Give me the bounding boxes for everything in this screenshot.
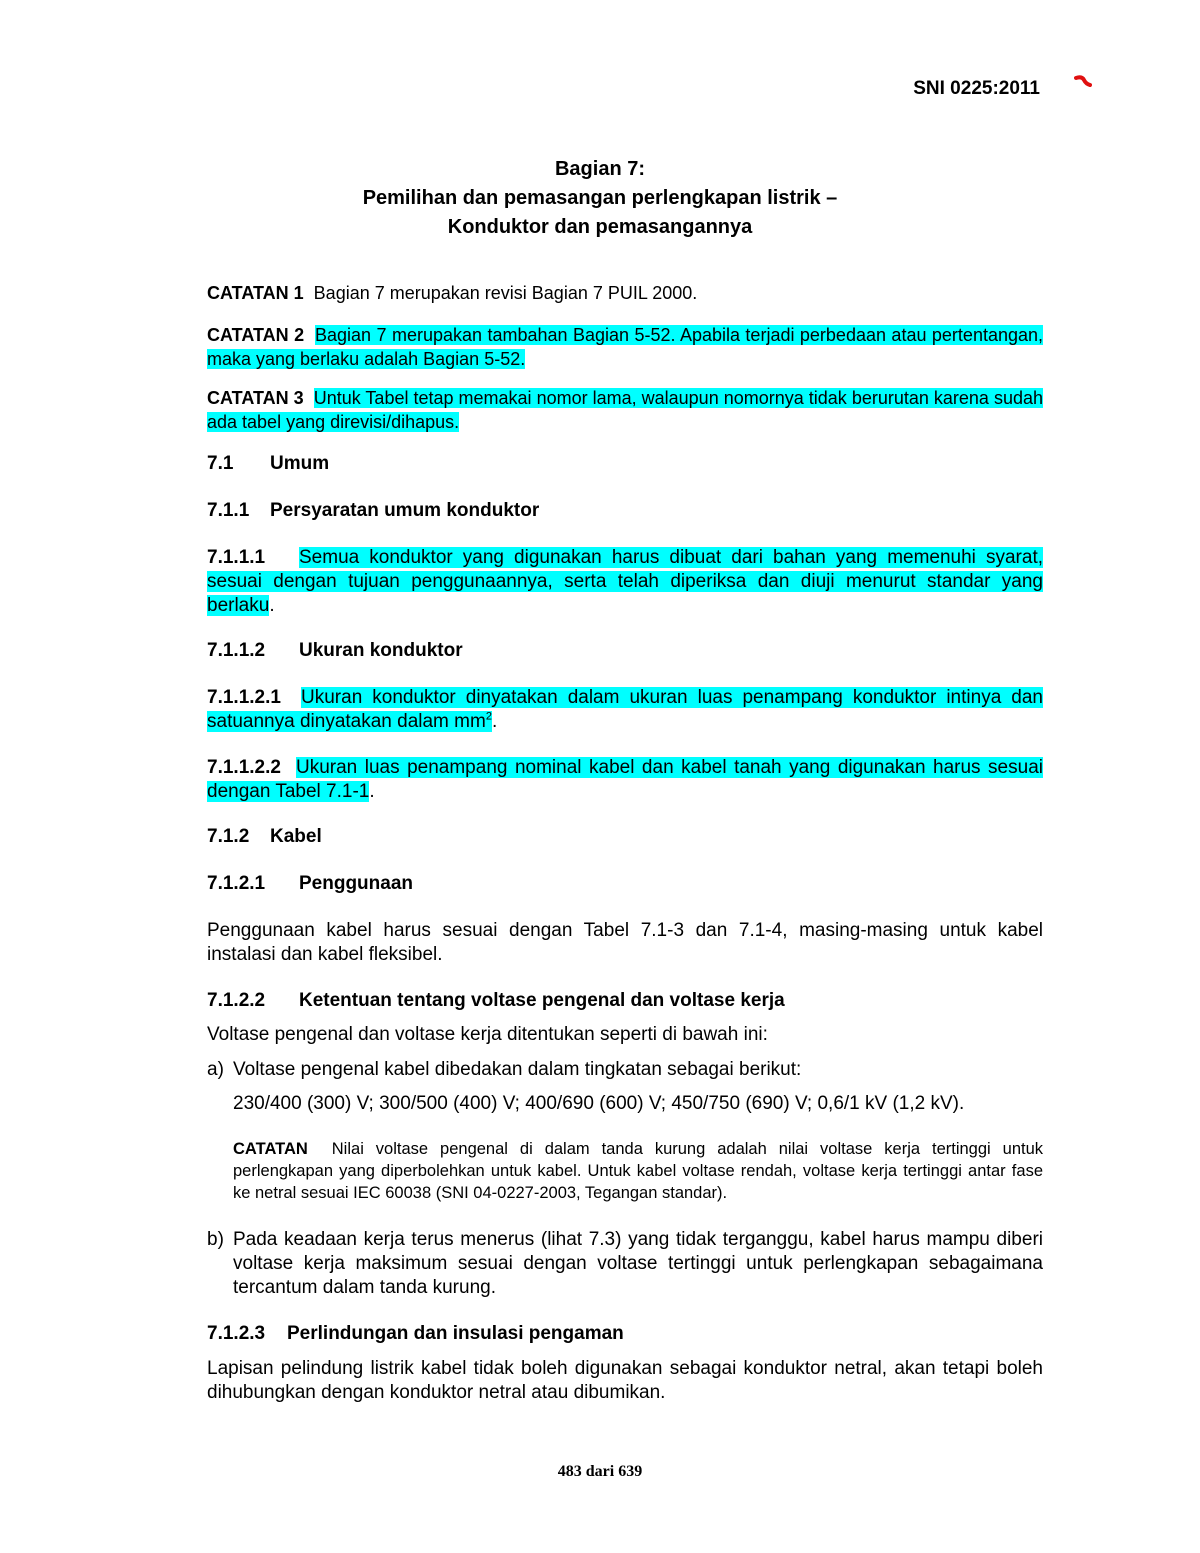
section-7-1-2-3-heading [207,1322,1043,1346]
list-item-a [207,1058,1043,1116]
section-title: Ukuran konduktor [299,640,463,661]
section-number: 7.1.2 [207,826,250,847]
section-7-1-heading [207,452,1043,476]
section-7-1-2-1-heading [207,872,1043,896]
section-number: 7.1.2.2 [207,990,266,1011]
section-7-1-2-2-heading [207,989,1043,1013]
section-title: Kabel [270,826,322,847]
section-number: 7.1.1 [207,500,250,521]
section-7-1-2-2-intro: Voltase pengenal dan voltase kerja ditentukan seperti di bawah ini: [207,1024,768,1045]
red-mark-icon [1074,74,1092,88]
list-item-b [207,1228,1043,1300]
section-number: 7.1.1.2.2 [207,757,281,778]
section-number: 7.1.2.3 [207,1323,266,1344]
section-number: 7.1.2.1 [207,873,266,894]
voltage-values: 230/400 (300) V; 300/500 (400) V; 400/690 (600) V; 450/750 (690) V; 0,6/1 kV (1,2 kV). [233,1093,965,1114]
section-text-body: Ukuran konduktor dinyatakan dalam ukuran luas penampang konduktor intinya dan satuannya dinyatakan dalam mm [207,687,1043,732]
catatan-text: Nilai voltase pengenal di dalam tanda kurung adalah nilai voltase kerja tertinggi untuk perlengkapan yang diperbolehkan untuk kabel. Untuk kabel voltase rendah, voltase kerja tertinggi antar fase ke netral sesuai IEC 60038 (SNI 04-0227-2003, Tegangan standar). [233,1140,1044,1202]
catatan-note [233,1138,1043,1204]
note-3 [207,386,1043,434]
title-line-1: Bagian 7: [554,158,646,180]
section-7-1-1-2-heading [207,639,1043,663]
section-text [207,687,1043,732]
note-2-text: Bagian 7 merupakan tambahan Bagian 5-52. Apabila terjadi perbedaan atau pertentangan, maka yang berlaku adalah Bagian 5-52. [207,325,1044,369]
title-line-3: Konduktor dan pemasangannya [447,216,753,238]
section-text: Semua konduktor yang digunakan harus dibuat dari bahan yang memenuhi syarat, sesuai dengan tujuan penggunaannya, serta telah diperiksa dan diuji menurut standar yang berlaku [207,547,1043,616]
section-number: 7.1.1.2 [207,640,266,661]
section-7-1-2-1-text: Penggunaan kabel harus sesuai dengan Tabel 7.1-3 dan 7.1-4, masing-masing untuk kabel instalasi dan kabel fleksibel. [207,920,1043,965]
catatan-label: CATATAN [233,1140,308,1158]
note-1-text: Bagian 7 merupakan revisi Bagian 7 PUIL 2000. [313,283,698,303]
note-2 [207,323,1043,371]
list-item-text: Voltase pengenal kabel dibedakan dalam tingkatan sebagai berikut: [233,1059,802,1080]
section-7-1-1-heading [207,499,1043,523]
document-code: SNI 0225:2011 [913,78,1040,99]
section-title: Persyaratan umum konduktor [270,500,540,521]
section-number: 7.1.1.1 [207,547,266,568]
section-title: Perlindungan dan insulasi pengaman [287,1323,624,1344]
title-line-2: Pemilihan dan pemasangan perlengkapan listrik – [362,187,838,209]
section-title: Ketentuan tentang voltase pengenal dan voltase kerja [299,990,785,1011]
list-item-text: Pada keadaan kerja terus menerus (lihat 7.3) yang tidak terganggu, kabel harus mampu diberi voltase kerja maksimum sesuai dengan voltase tertinggi untuk perlengkapan sebagaimana tercantum dalam tanda kurung. [233,1229,1043,1298]
note-1 [207,281,1043,305]
section-7-1-1-2-1: 7.1.1.2.1 Ukuran konduktor dinyatakan dalam ukuran luas penampang konduktor intinya dan satuannya dinyatakan dalam $mm^2$. [207,687,1043,732]
section-7-1-1-1: 7.1.1.1 Semua konduktor yang digunakan harus dibuat dari bahan yang memenuhi syarat, sesuai dengan tujuan penggunaannya, serta telah diperiksa dan diuji menurut standar yang berlaku. [207,547,1043,616]
note-3-text: Untuk Tabel tetap memakai nomor lama, walaupun nomornya tidak berurutan karena sudah ada tabel yang direvisi/dihapus. [207,388,1043,432]
section-7-1-2-heading [207,825,1043,849]
section-7-1-1-2-2: 7.1.1.2.2 Ukuran luas penampang nominal kabel dan kabel tanah yang digunakan harus sesuai dengan Tabel 7.1-1. [207,757,1043,802]
section-title: Penggunaan [299,873,414,894]
note-3-label: CATATAN 3 [207,388,304,408]
section-7-1-2-3-text: Lapisan pelindung listrik kabel tidak boleh digunakan sebagai konduktor netral, akan tetapi boleh dihubungkan dengan konduktor netral atau dibumikan. [207,1358,1043,1403]
section-number: 7.1 [207,453,234,474]
list-item-label: b) [207,1229,224,1250]
note-2-label: CATATAN 2 [207,325,305,345]
section-title: Umum [270,453,330,474]
superscript: 2 [485,710,492,723]
section-text: Ukuran luas penampang nominal kabel dan kabel tanah yang digunakan harus sesuai dengan Tabel 7.1-1 [207,757,1043,802]
note-1-label: CATATAN 1 [207,283,304,303]
page-number: 483 dari 639 [557,1463,643,1480]
list-item-label: a) [207,1059,224,1080]
section-number: 7.1.1.2.1 [207,687,281,708]
document-body [207,0,1043,1553]
